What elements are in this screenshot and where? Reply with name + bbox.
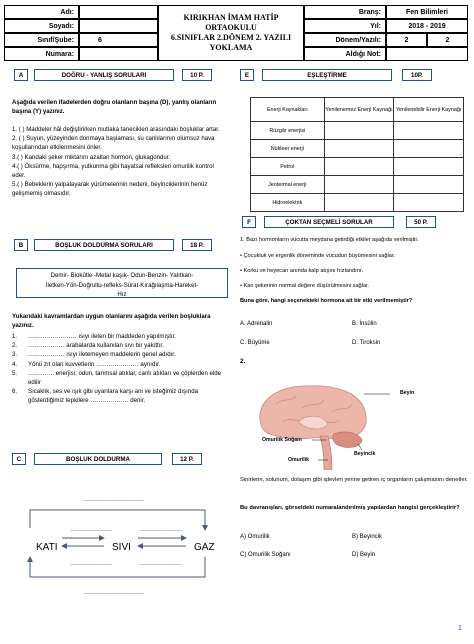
section-b-title-text: BOŞLUK DOLDURMA SORULARI <box>55 241 153 249</box>
label-omurilik: Omurilik <box>288 457 310 463</box>
subject-label-text: Branş: <box>358 8 381 16</box>
section-a-letter <box>14 69 28 81</box>
section-f-points-text: 50 P. <box>414 218 428 226</box>
tf-item-3[interactable]: 3.( ) Kandaki şeker miktarını azaltan hormon, glukagondur. <box>12 153 171 161</box>
fill-item-3-text: ……………… ısıyı iletemeyen maddelerin genel adıdır. <box>28 351 176 359</box>
fill-item-4-text: Yönü zıt olan kuvvetlerin ………………… aynıdır. <box>28 360 161 368</box>
beyincik-pointer <box>358 444 362 450</box>
number-label-text: Numara: <box>45 50 74 58</box>
matching-row-label: Nükleer enerji <box>251 140 325 158</box>
section-b-points-text: 18 P. <box>190 241 204 249</box>
matching-cell[interactable] <box>394 194 464 212</box>
q2-option-c[interactable]: C) Omurilik Soğanı <box>240 552 291 558</box>
section-b-letter <box>14 239 28 251</box>
section-e-letter-text: E <box>244 71 250 79</box>
section-a-intro: Aşağıda verilen ifadelerden doğru olanların başına (D), yanlış olanların başına (Y) yazınız. <box>12 99 217 116</box>
matching-row <box>251 140 464 158</box>
q1-option-c[interactable]: C. Büyüme <box>240 340 270 346</box>
q1-bullet-1: • Çocukluk ve ergenlik döneminde vücudun büyümesini sağlar. <box>240 253 395 259</box>
matching-row-label: Jeotermal enerji <box>251 176 325 194</box>
surname-field[interactable] <box>79 19 158 33</box>
fill-item-4[interactable] <box>12 360 228 369</box>
fill-item-4-num: 4. <box>12 360 18 368</box>
tf-item-5[interactable]: 5.( ) Bebeklerin yalpalayarak yürümelerinin nedeni, beyinciklerinin henüz gelişmemiş olmasıdır. <box>12 181 208 198</box>
section-f-points <box>406 216 436 228</box>
fill-item-6[interactable] <box>12 387 228 405</box>
section-b-items <box>12 332 228 406</box>
arrow-top <box>30 510 205 530</box>
fill-item-2[interactable] <box>12 341 228 350</box>
class-value: 6 <box>98 36 102 44</box>
matching-cell[interactable] <box>324 122 394 140</box>
year-value-text: 2018 - 2019 <box>408 22 446 30</box>
cerebrum-shape <box>260 386 366 439</box>
q1-block <box>240 236 468 306</box>
label-beyincik: Beyincik <box>354 451 376 457</box>
term-value-1 <box>386 33 427 47</box>
page-number: 1 <box>458 625 462 632</box>
blank-left-upper[interactable]: ………………… <box>70 527 112 533</box>
spinal-cord-shape <box>320 436 332 470</box>
fill-item-5-text: …………. enerjisi; odun, tarımsal atıklar, canlı atıkları ve çöplerden elde edilir <box>28 369 222 387</box>
word-bank <box>16 268 228 298</box>
section-f-title-text: ÇOKTAN SEÇMELİ SORULAR <box>285 218 373 226</box>
fill-item-5-num: 5. <box>12 369 18 377</box>
q2-option-b[interactable]: B) Beyincik <box>352 534 383 540</box>
surname-label-text: Soyadı: <box>48 22 74 30</box>
class-label <box>4 33 79 47</box>
q1-question: Buna göre, hangi seçenekteki hormona ait bir etki verilmemiştir? <box>240 298 413 304</box>
section-e-points-text: 10P. <box>411 71 423 79</box>
state-gas: GAZ <box>194 542 215 553</box>
word-bank-line-2: İletken-Yön-Doğrultu-refleks-Sürat-Kırağılaşma-Hareket- <box>45 281 199 289</box>
section-f-letter-text: F <box>247 218 251 226</box>
word-bank-line-3: Hız <box>117 291 127 298</box>
blank-left-lower[interactable]: ………………… <box>70 561 112 567</box>
class-label-text: Sınıf/Şube: <box>37 36 74 44</box>
name-field[interactable] <box>79 5 158 19</box>
fill-item-3[interactable] <box>12 350 228 359</box>
matching-cell[interactable] <box>324 140 394 158</box>
name-label-text: Adı: <box>60 8 74 16</box>
section-f-title <box>264 216 394 228</box>
class-field[interactable] <box>79 33 158 47</box>
matching-row-label: Hidroelektrik <box>251 194 325 212</box>
fill-item-1[interactable] <box>12 332 228 341</box>
section-c-letter <box>12 453 26 465</box>
q1-bullet-2: • Korku ve heyecan anında kalp atışını hızlandırır. <box>240 268 364 274</box>
section-c-title <box>34 453 162 465</box>
label-omurilik-sogani: Omurilik Soğanı <box>262 437 302 443</box>
section-a-title <box>34 69 174 81</box>
section-b-intro: Yukarıdaki kavramlardan uygun olanlarını aşağıda verilen boşluklara yazınız. <box>12 313 211 330</box>
name-label <box>4 5 79 19</box>
subject-value <box>386 5 468 19</box>
matching-table <box>250 97 464 212</box>
number-label <box>4 47 79 61</box>
label-beyin: Beyin <box>400 390 415 396</box>
q2-text: Sinirlerin, solunum, dolaşım gibi işlevleri yerine getiren iç organların çalışmasını denetler. <box>240 477 468 483</box>
subject-label <box>304 5 386 19</box>
section-b-title <box>34 239 174 251</box>
section-a-items <box>12 125 228 199</box>
term-value-1-text: 2 <box>404 36 409 44</box>
section-e-title-text: EŞLEŞTİRME <box>307 71 347 79</box>
surname-label <box>4 19 79 33</box>
grade-label-text: Aldığı Not: <box>345 50 381 58</box>
section-f-letter <box>242 216 256 228</box>
fill-item-6-text: Sıcaklık, ses ve ışık gibi uyarılara karşı ani ve isteğimiz dışında gösterdiğimiz tepkilere ………………. denir. <box>28 388 199 405</box>
word-bank-line-1: Demir- Biokütle -Metal kaşık- Odun-Benzin- Yalıtkan- <box>50 272 194 279</box>
matching-col-sources: Enerji Kaynakları <box>251 98 325 122</box>
school-title-box <box>158 5 304 61</box>
term-label-text: Dönem/Yazılı: <box>335 36 381 44</box>
q2-option-a[interactable]: A) Omurilik <box>240 534 270 540</box>
blank-right-upper[interactable]: ………………… <box>140 527 182 533</box>
matching-cell[interactable] <box>394 158 464 176</box>
matching-cell[interactable] <box>394 140 464 158</box>
tf-item-2[interactable]: 2. ( ) Suyun, yüzeyinden donmaya başlaması, su canlılarının olumsuz hava koşullarından etkilenmesini önler. <box>12 135 215 152</box>
exam-type: YOKLAMA <box>209 43 253 52</box>
matching-header-row <box>251 98 464 122</box>
matching-row <box>251 194 464 212</box>
section-c-points-text: 12 P. <box>180 455 194 463</box>
matching-row <box>251 122 464 140</box>
tf-item-4[interactable]: 4.( ) Öksürme, hapşırma, yutkunma gibi hayatsal refleksleri omurilik kontrol eder. <box>12 162 214 180</box>
section-a-points-text: 10 P. <box>190 71 204 79</box>
fill-item-1-text: …………………… ısıyı ileten bir maddeden yapılmıştır. <box>28 333 176 340</box>
section-c-points <box>172 453 202 465</box>
matching-cell[interactable] <box>324 194 394 212</box>
matching-row-label: Rüzgâr enerjisi <box>251 122 325 140</box>
matching-row-label: Petrol <box>251 158 325 176</box>
state-arrows-diagram <box>0 495 240 600</box>
matching-cell[interactable] <box>324 176 394 194</box>
matching-col-renewable: Yenilenebilir Enerji Kaynağı <box>394 98 464 122</box>
blank-bottom[interactable]: ………………………… <box>84 590 144 596</box>
year-label-text: Yıl: <box>370 22 381 30</box>
blank-right-lower[interactable]: ………………… <box>140 561 182 567</box>
tf-item-1[interactable]: 1. ( ) Maddeler hâl değiştirirken mutlaka tanecikleri arasındaki boşluklar artar. <box>12 126 220 133</box>
grade-field[interactable] <box>386 47 468 61</box>
matching-cell[interactable] <box>324 158 394 176</box>
exam-name: 6.SINIFLAR 2.DÖNEM 2. YAZILI <box>170 33 292 42</box>
section-a-points <box>182 69 212 81</box>
section-e-points <box>402 69 432 81</box>
number-field[interactable] <box>79 47 158 61</box>
q1-option-d[interactable]: D. Tiroksin <box>352 340 381 346</box>
school-name: KIRIKHAN İMAM HATİP ORTAOKULU <box>183 13 279 32</box>
q1-intro: 1. Bazı hormonların vücutta meydana getirdiği etkiler aşağıda verilmiştir. <box>240 237 419 243</box>
term-value-2-text: 2 <box>445 36 450 44</box>
q2-number: 2. <box>240 358 246 365</box>
section-e-title <box>262 69 392 81</box>
section-b-points <box>182 239 212 251</box>
term-value-2 <box>427 33 468 47</box>
q1-option-a[interactable]: A. Adrenalin <box>240 321 273 327</box>
matching-row <box>251 176 464 194</box>
section-a-letter-text: A <box>18 71 24 79</box>
subject-value-text: Fen Bilimleri <box>405 8 448 16</box>
matching-cell[interactable] <box>394 122 464 140</box>
section-b-letter-text: B <box>18 241 24 249</box>
arrow-bottom <box>30 557 205 577</box>
matching-col-nonrenewable: Yenilenemez Enerji Kaynağı <box>324 98 394 122</box>
grade-label <box>304 47 386 61</box>
term-label <box>304 33 386 47</box>
matching-cell[interactable] <box>394 176 464 194</box>
fill-item-1-num: 1. <box>12 333 18 340</box>
year-label <box>304 19 386 33</box>
q2-question: Bu davranışları, görseldeki numaralandırılmış yapılardan hangisi gerçekleştirir? <box>240 505 460 511</box>
section-c-letter-text: C <box>16 455 22 463</box>
q1-bullet-3: • Kan şekerinin normal değere düşürülmesini sağlar. <box>240 283 370 289</box>
matching-row <box>251 158 464 176</box>
q2-option-d[interactable]: D) Beyin <box>352 552 376 558</box>
fill-item-5[interactable] <box>12 369 228 387</box>
fill-item-2-text: ……………… arabalarda kullanılan sıvı bir yakıttır. <box>28 342 164 350</box>
state-liquid: SIVI <box>112 542 131 553</box>
fill-item-6-num: 6. <box>12 388 18 396</box>
fill-item-3-num: 3. <box>12 351 18 359</box>
section-a-title-text: DOĞRU - YANLIŞ SORULARI <box>61 71 147 79</box>
section-e-letter <box>240 69 254 81</box>
state-solid: KATI <box>36 542 58 553</box>
year-value <box>386 19 468 33</box>
section-c-title-text: BOŞLUK DOLDURMA <box>66 455 130 463</box>
fill-item-2-num: 2. <box>12 342 18 350</box>
blank-top[interactable]: ………………………… <box>84 497 144 503</box>
q1-option-b[interactable]: B. İnsülin <box>352 321 377 327</box>
